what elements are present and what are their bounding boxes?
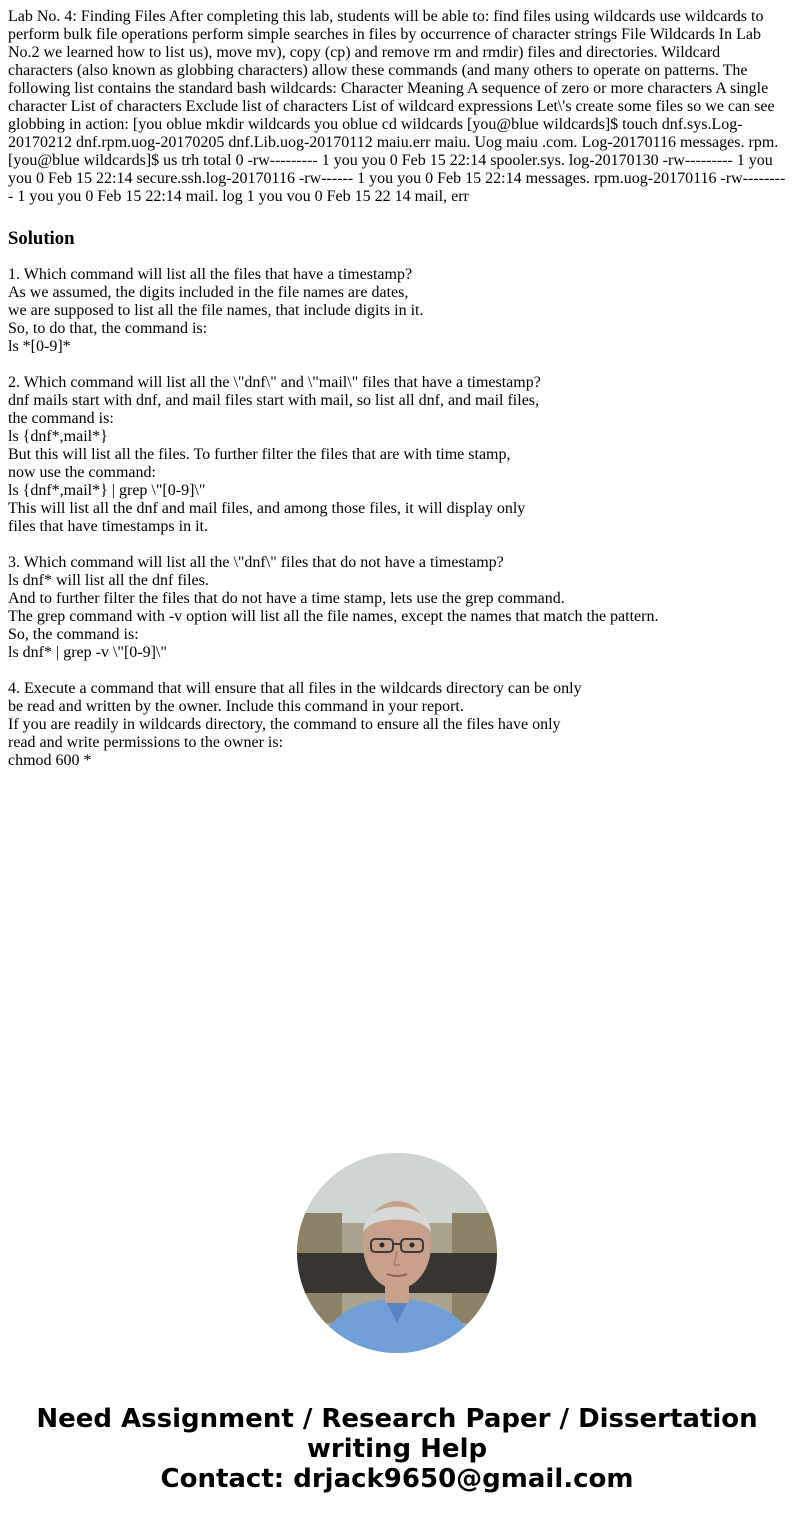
qa-line: 3. Which command will list all the \"dnf\" files that do not have a timestamp? bbox=[8, 554, 504, 571]
qa-item-4 bbox=[8, 680, 786, 770]
qa-line: This will list all the dnf and mail files, and among those files, it will display only bbox=[8, 500, 526, 517]
qa-command-line: ls {dnf*,mail*} | grep \"[0-9]\" bbox=[8, 482, 206, 499]
qa-command-line: ls {dnf*,mail*} bbox=[8, 428, 108, 445]
qa-line: As we assumed, the digits included in the file names are dates, bbox=[8, 284, 409, 301]
footer-contact: Contact: drjack9650@gmail.com bbox=[160, 1464, 634, 1494]
solution-heading: Solution bbox=[8, 228, 75, 249]
qa-command-line: ls dnf* | grep -v \"[0-9]\" bbox=[8, 644, 167, 661]
qa-line: we are supposed to list all the file names, that include digits in it. bbox=[8, 302, 424, 319]
qa-line: now use the command: bbox=[8, 464, 156, 481]
qa-line: files that have timestamps in it. bbox=[8, 518, 208, 535]
qa-line: ls dnf* will list all the dnf files. bbox=[8, 572, 209, 589]
author-avatar bbox=[297, 1153, 497, 1353]
qa-line: 2. Which command will list all the \"dnf\" and \"mail\" files that have a timestamp? bbox=[8, 374, 541, 391]
qa-line: So, the command is: bbox=[8, 626, 139, 643]
qa-line: The grep command with -v option will list all the file names, except the names that match the pattern. bbox=[8, 608, 659, 625]
qa-line: And to further filter the files that do not have a time stamp, lets use the grep command. bbox=[8, 590, 565, 607]
qa-line: the command is: bbox=[8, 410, 114, 427]
footer-banner bbox=[0, 1404, 794, 1494]
qa-line: So, to do that, the command is: bbox=[8, 320, 208, 337]
footer-line-1: Need Assignment / Research Paper / Dissertation bbox=[36, 1404, 758, 1434]
qa-line: If you are readily in wildcards directory, the command to ensure all the files have only bbox=[8, 716, 561, 733]
qa-item-2 bbox=[8, 374, 786, 536]
qa-line: But this will list all the files. To further filter the files that are with time stamp, bbox=[8, 446, 511, 463]
qa-item-3 bbox=[8, 554, 786, 662]
qa-line: dnf mails start with dnf, and mail files start with mail, so list all dnf, and mail files, bbox=[8, 392, 540, 409]
footer-line-2: writing Help bbox=[306, 1434, 488, 1464]
qa-command-line: ls *[0-9]* bbox=[8, 338, 71, 355]
qa-line: be read and written by the owner. Include this command in your report. bbox=[8, 698, 464, 715]
qa-item-1 bbox=[8, 266, 786, 356]
lab-intro-paragraph: Lab No. 4: Finding Files After completing this lab, students will be able to: find files using wildcards use wildcards to perform bulk file operations perform simple searches in files by occurrence of character strings File Wildcards In Lab No.2 we learned how to list us), move mv), copy (cp) and remove rm and rmdir) files and directories. Wildcard characters (also known as globbing characters) allow these commands (and many others to operate on patterns. The following list contains the standard bash wildcards: Character Meaning A sequence of zero or more characters A single character List of characters Exclude list of characters List of wildcard expressions Let\'s create some files so we can see globbing in action: [you oblue mkdir wildcards you oblue cd wildcards [you@blue wildcards]$ touch dnf.sys.Log-20170212 dnf.rpm.uog-20170205 dnf.Lib.uog-20170112 maiu.err maiu. Uog maiu .com. Log-20170116 messages. rpm. [you@blue wildcards]$ us trh total 0 -rw--------- 1 you you 0 Feb 15 22:14 spooler.sys. log-20170130 -rw--------- 1 you you 0 Feb 15 22:14 secure.ssh.log-20170116 -rw------ 1 you you 0 Feb 15 22:14 messages. rpm.uog-20170116 -rw--------- 1 you you 0 Feb 15 22:14 mail. log 1 you vou 0 Feb 15 22 14 mail, err bbox=[8, 8, 786, 205]
qa-section bbox=[8, 266, 786, 770]
qa-command-line: chmod 600 * bbox=[8, 752, 92, 769]
qa-line: 1. Which command will list all the files that have a timestamp? bbox=[8, 266, 413, 283]
qa-line: 4. Execute a command that will ensure that all files in the wildcards directory can be only bbox=[8, 680, 582, 697]
qa-line: read and write permissions to the owner is: bbox=[8, 734, 284, 751]
person-portrait-icon bbox=[297, 1153, 497, 1353]
